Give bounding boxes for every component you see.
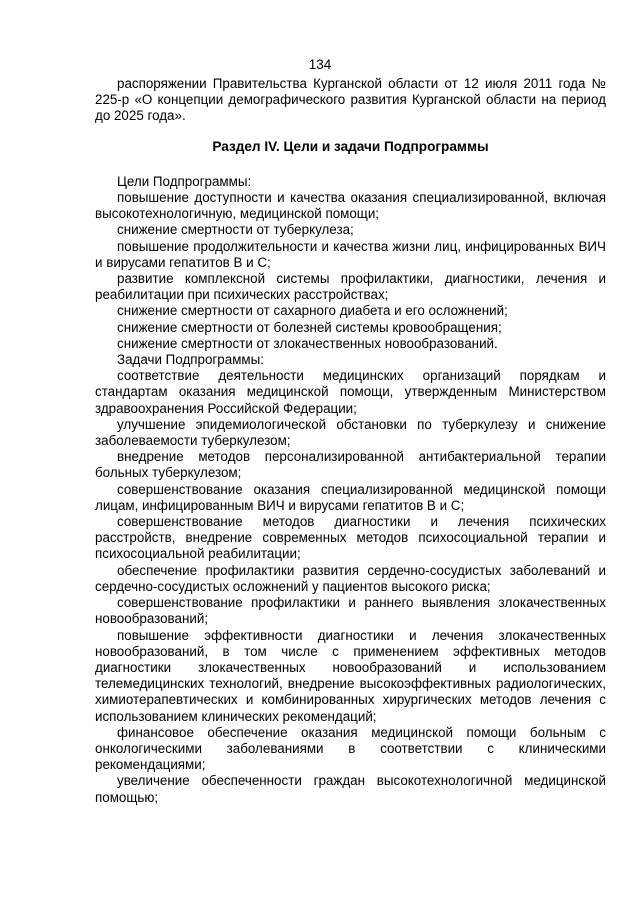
- goal-item: снижение смертности от туберкулеза;: [117, 222, 354, 238]
- tasks-label: Задачи Подпрограммы:: [117, 352, 264, 368]
- goal-item: развитие комплексной системы профилактики, диагностики, лечения и реабилитации при психических расстройствах;: [95, 271, 606, 303]
- task-item: совершенствование профилактики и раннего выявления злокачественных новообразований;: [95, 595, 606, 627]
- goal-item: снижение смертности от злокачественных новообразований.: [117, 335, 498, 351]
- section-heading: Раздел IV. Цели и задачи Подпрограммы: [212, 138, 489, 154]
- page-number: 134: [308, 57, 332, 72]
- task-item: повышение эффективности диагностики и лечения злокачественных новообразований, в том числе с применением эффективных методов диагностики злокачественных новообразований и использованием телемедицинских технологий, внедрение высокоэффективных радиологических, химиотерапевтических и комбинированных хирургических методов лечения с использованием клинических рекомендаций;: [95, 627, 606, 724]
- task-item: финансовое обеспечение оказания медицинской помощи больным с онкологическими заболеваниями в соответствии с клиническими рекомендациями;: [95, 724, 606, 773]
- goal-item: повышение продолжительности и качества жизни лиц, инфицированных ВИЧ и вирусами гепатитов В и С;: [95, 238, 606, 270]
- goal-item: снижение смертности от болезней системы кровообращения;: [117, 319, 502, 335]
- task-item: внедрение методов персонализированной антибактериальной терапии больных туберкулезом;: [95, 449, 606, 481]
- task-item: соответствие деятельности медицинских организаций порядкам и стандартам оказания медицинской помощи, утвержденным Министерством здравоохранения Российской Федерации;: [95, 368, 606, 416]
- task-item: совершенствование оказания специализированной медицинской помощи лицам, инфицированным ВИЧ и вирусами гепатитов В и С;: [95, 481, 606, 513]
- goal-item: снижение смертности от сахарного диабета и его осложнений;: [117, 303, 508, 319]
- goals-label: Цели Подпрограммы:: [117, 173, 252, 189]
- goal-item: повышение доступности и качества оказания специализированной, включая высокотехнологичную, медицинской помощи;: [95, 190, 606, 222]
- task-item: увеличение обеспеченности граждан высокотехнологичной медицинской помощью;: [95, 773, 606, 805]
- task-item: улучшение эпидемиологической обстановки по туберкулезу и снижение заболеваемости туберкулезом;: [95, 416, 606, 449]
- task-item: обеспечение профилактики развития сердечно-сосудистых заболеваний и сердечно-сосудистых осложнений у пациентов высокого риска;: [95, 562, 606, 594]
- page-body: [95, 76, 606, 806]
- intro-paragraph: распоряжении Правительства Курганской области от 12 июля 2011 года № 225-р «О концепции демографического развития Курганской области на период до 2025 года».: [95, 76, 606, 124]
- task-item: совершенствование методов диагностики и лечения психических расстройств, внедрение современных методов психосоциальной терапии и психосоциальной реабилитации;: [95, 514, 606, 562]
